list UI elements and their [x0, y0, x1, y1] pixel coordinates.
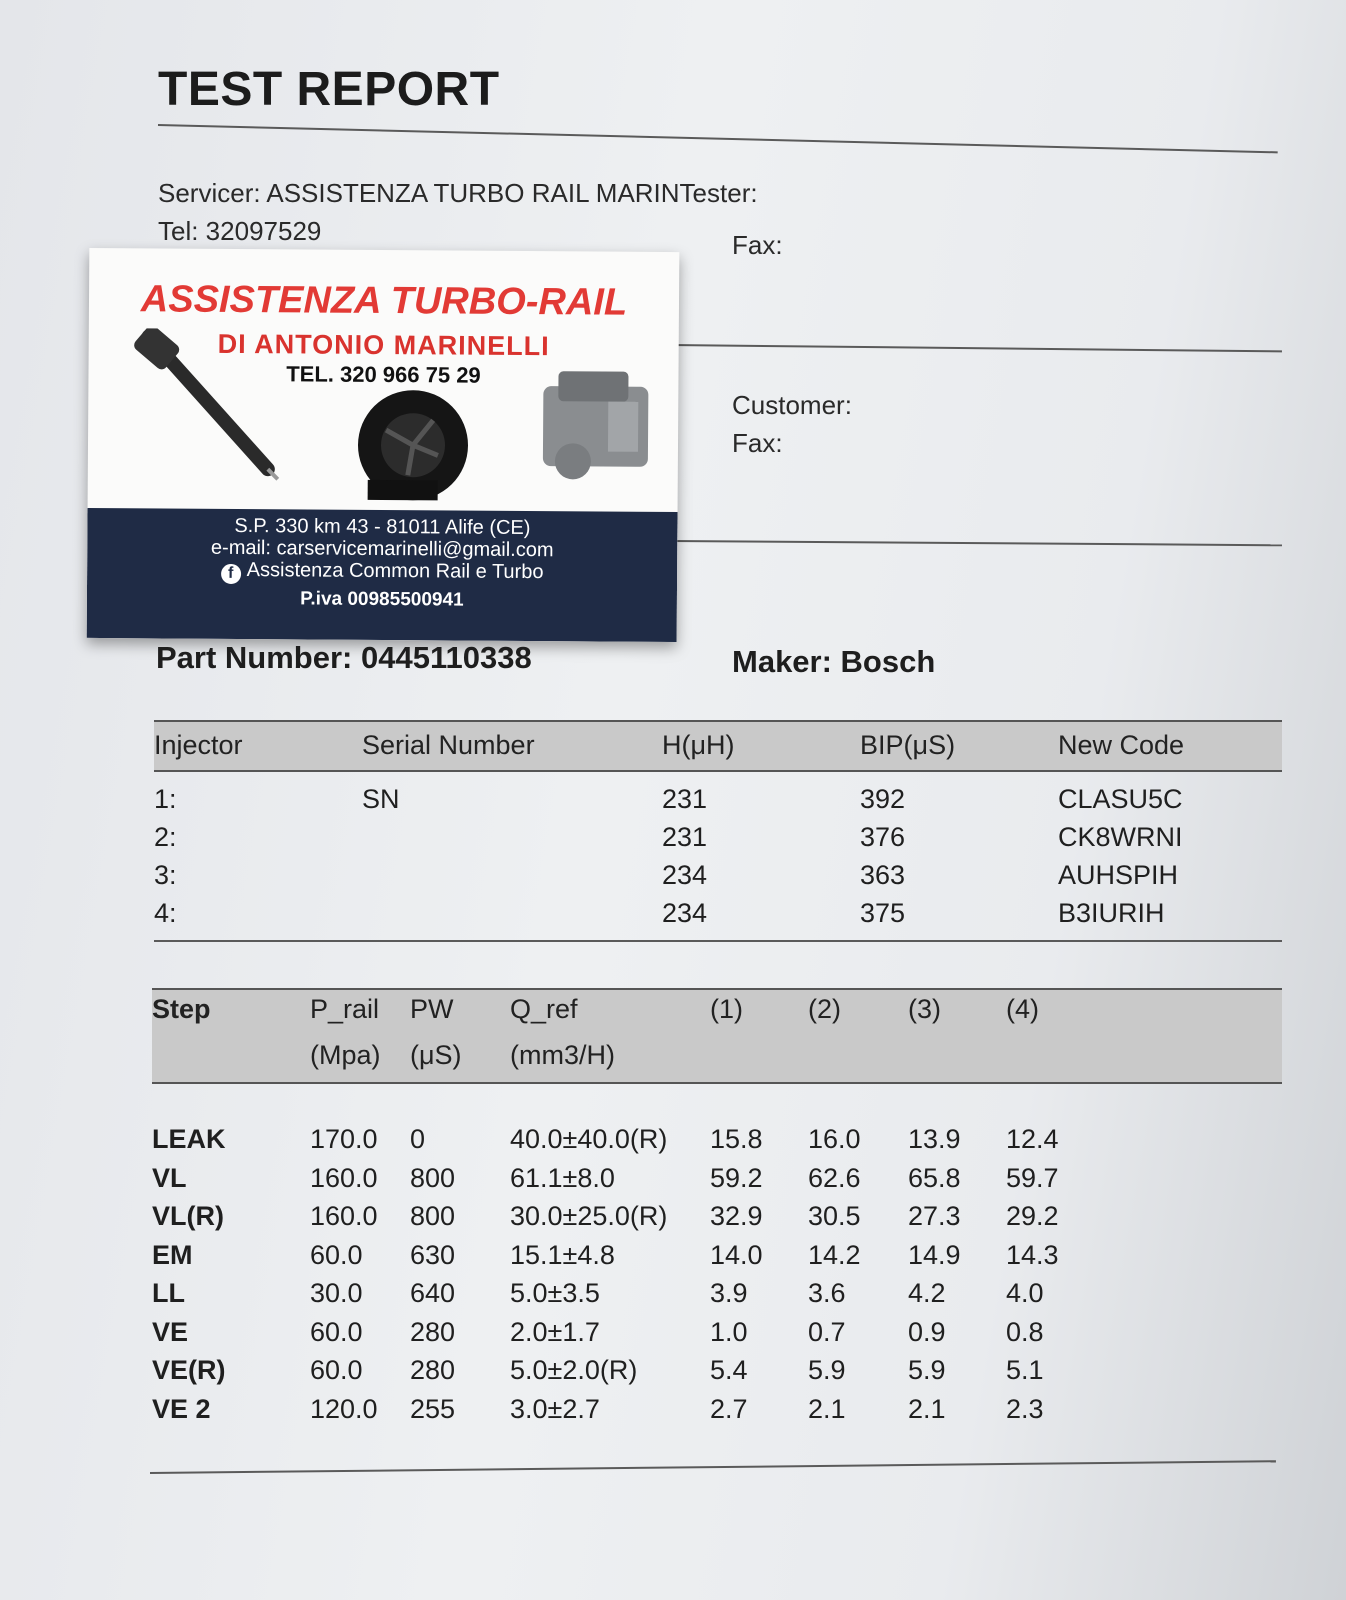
servicer-line: Servicer: ASSISTENZA TURBO RAIL MARINTester:	[158, 178, 758, 208]
header-h: H(μH)	[662, 730, 735, 760]
step-value-cell: 40.0±40.0(R)	[510, 1124, 668, 1154]
step-header-unit: (Mpa)	[310, 1040, 381, 1070]
step-value-cell: 14.9	[908, 1239, 961, 1270]
injector-cell: 4:	[154, 898, 177, 928]
injector-table-header	[154, 720, 1282, 772]
injector-cell: 231	[662, 822, 708, 852]
injector-table-divider	[154, 940, 1282, 942]
injector-cell: 1:	[154, 784, 177, 814]
step-value-cell: 14.3	[1006, 1239, 1059, 1270]
header-new-code: New Code	[1058, 730, 1185, 760]
step-value-cell: 630	[410, 1239, 456, 1270]
step-value-cell: 13.9	[908, 1124, 961, 1154]
step-value-cell: 16.0	[808, 1124, 861, 1154]
report-title: TEST REPORT	[158, 63, 500, 116]
card-subtitle: DI ANTONIO MARINELLI	[217, 328, 550, 362]
step-value-cell: 0.9	[908, 1316, 946, 1347]
card-illustration	[128, 328, 669, 512]
title-divider	[158, 124, 1278, 153]
card-tel: TEL. 320 966 75 29	[286, 361, 481, 388]
card-title: ASSISTENZA TURBO-RAIL	[140, 278, 628, 324]
step-value-cell: 61.1±8.0	[510, 1162, 615, 1193]
step-name-cell: EM	[152, 1239, 193, 1270]
bottom-divider	[150, 1460, 1276, 1474]
step-value-cell: 59.2	[710, 1162, 763, 1193]
injector-cell: AUHSPIH	[1058, 860, 1179, 890]
step-value-cell: 12.4	[1006, 1124, 1059, 1154]
step-value-cell: 5.4	[710, 1355, 748, 1385]
tel-line: Tel: 32097529	[158, 216, 322, 246]
injector-cell: 392	[860, 784, 906, 814]
injector-cell: 231	[662, 784, 708, 814]
step-name-cell: LL	[152, 1278, 185, 1308]
step-value-cell: 640	[410, 1278, 456, 1308]
step-value-cell: 15.1±4.8	[510, 1239, 615, 1270]
step-header-cell: (1)	[710, 994, 743, 1024]
card-facebook-line	[87, 558, 677, 587]
step-value-cell: 5.9	[808, 1355, 846, 1385]
card-piva: P.iva 00985500941	[300, 588, 464, 611]
step-value-cell: 160.0	[310, 1162, 378, 1193]
step-value-cell: 59.7	[1006, 1162, 1059, 1193]
card-address: S.P. 330 km 43 - 81011 Alife (CE)	[234, 514, 531, 540]
step-value-cell: 32.9	[710, 1201, 763, 1231]
step-value-cell: 255	[410, 1393, 456, 1424]
header-serial-number: Serial Number	[362, 730, 535, 760]
injector-cell: SN	[362, 784, 400, 814]
injector-cell: 234	[662, 860, 708, 890]
step-value-cell: 3.9	[710, 1278, 748, 1308]
injector-cell: 2:	[154, 822, 177, 852]
step-value-cell: 280	[410, 1355, 456, 1385]
step-value-cell: 5.1	[1006, 1355, 1044, 1385]
step-value-cell: 2.7	[710, 1393, 748, 1424]
step-value-cell: 3.0±2.7	[510, 1393, 600, 1424]
maker: Maker: Bosch	[732, 644, 936, 679]
injector-cell: 375	[860, 898, 906, 928]
fax-label-servicer: Fax:	[732, 230, 783, 260]
step-value-cell: 30.5	[808, 1201, 861, 1231]
step-header-cell: Q_ref	[510, 994, 578, 1024]
step-value-cell: 5.9	[908, 1355, 946, 1385]
card-facebook-text: Assistenza Common Rail e Turbo	[246, 559, 544, 584]
step-value-cell: 2.1	[908, 1393, 946, 1424]
business-card	[87, 248, 680, 642]
pump-icon	[543, 371, 649, 480]
step-name-cell: VE(R)	[152, 1355, 226, 1385]
facebook-icon: f	[221, 564, 241, 584]
step-value-cell: 29.2	[1006, 1201, 1059, 1231]
injector-cell: 376	[860, 822, 906, 852]
card-email: e-mail: carservicemarinelli@gmail.com	[210, 536, 554, 562]
fax-label-customer: Fax:	[732, 428, 783, 458]
step-header-cell: (2)	[808, 994, 841, 1024]
customer-divider	[670, 540, 1282, 546]
injector-cell: CK8WRNI	[1058, 822, 1183, 852]
injector-cell: CLASU5C	[1058, 784, 1183, 814]
step-value-cell: 27.3	[908, 1201, 961, 1231]
step-value-cell: 1.0	[710, 1316, 748, 1347]
step-value-cell: 60.0	[310, 1239, 363, 1270]
step-value-cell: 62.6	[808, 1162, 861, 1193]
header-injector: Injector	[154, 730, 243, 760]
step-value-cell: 5.0±2.0(R)	[510, 1355, 638, 1385]
injector-cell: B3IURIH	[1058, 898, 1165, 928]
step-value-cell: 0.8	[1006, 1316, 1044, 1347]
step-value-cell: 3.6	[808, 1278, 846, 1308]
step-header-unit: (mm3/H)	[510, 1040, 615, 1070]
header-bip: BIP(μS)	[860, 730, 956, 760]
step-value-cell: 0.7	[808, 1316, 846, 1347]
step-value-cell: 2.1	[808, 1393, 846, 1424]
step-header-unit: (μS)	[410, 1040, 462, 1070]
step-header-cell: PW	[410, 994, 454, 1024]
step-value-cell: 30.0±25.0(R)	[510, 1201, 668, 1231]
step-value-cell: 2.3	[1006, 1393, 1044, 1424]
step-header-cell: Step	[152, 994, 211, 1024]
step-header-cell: P_rail	[310, 994, 380, 1024]
step-value-cell: 14.2	[808, 1239, 861, 1270]
part-number: Part Number: 0445110338	[156, 640, 532, 675]
step-value-cell: 160.0	[310, 1201, 378, 1231]
step-value-cell: 2.0±1.7	[510, 1316, 600, 1347]
step-value-cell: 65.8	[908, 1162, 961, 1193]
injector-icon	[131, 328, 279, 479]
step-value-cell: 4.2	[908, 1278, 946, 1308]
step-value-cell: 60.0	[310, 1355, 363, 1385]
customer-label: Customer:	[732, 390, 852, 420]
step-value-cell: 60.0	[310, 1316, 363, 1347]
step-name-cell: LEAK	[152, 1124, 226, 1154]
step-value-cell: 120.0	[310, 1393, 378, 1424]
step-value-cell: 15.8	[710, 1124, 763, 1154]
step-name-cell: VE	[152, 1316, 189, 1347]
step-name-cell: VL(R)	[152, 1201, 224, 1231]
step-value-cell: 800	[410, 1201, 456, 1231]
step-value-cell: 14.0	[710, 1239, 763, 1270]
step-value-cell: 4.0	[1006, 1278, 1044, 1308]
step-name-cell: VE 2	[152, 1393, 211, 1424]
step-header-cell: (4)	[1006, 994, 1039, 1024]
injector-cell: 3:	[154, 860, 177, 890]
injector-cell: 234	[662, 898, 708, 928]
step-header-cell: (3)	[908, 994, 941, 1024]
step-value-cell: 5.0±3.5	[510, 1278, 600, 1308]
step-value-cell: 30.0	[310, 1278, 363, 1308]
servicer-divider	[670, 344, 1282, 352]
turbo-icon	[358, 390, 469, 501]
card-contact-band	[87, 508, 678, 642]
injector-cell: 363	[860, 860, 906, 890]
step-value-cell: 170.0	[310, 1124, 378, 1154]
step-value-cell: 280	[410, 1316, 456, 1347]
step-value-cell: 800	[410, 1162, 456, 1193]
step-value-cell: 0	[410, 1124, 426, 1154]
step-name-cell: VL	[152, 1162, 187, 1193]
